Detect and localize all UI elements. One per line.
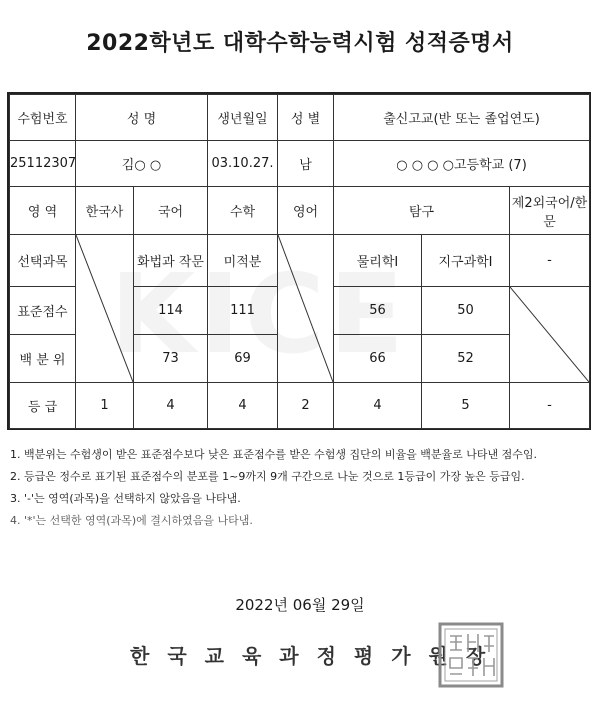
percentile-math: 69	[208, 335, 278, 383]
student-row	[10, 141, 590, 187]
subjects-row	[10, 235, 590, 287]
school-value: ○ ○ ○ ○고등학교 (7)	[334, 141, 590, 187]
percentile-label: 백 분 위	[10, 335, 76, 383]
standard-score-inquiry-1: 56	[334, 287, 422, 335]
standard-score-label: 표준점수	[10, 287, 76, 335]
birth-value: 03.10.27.	[208, 141, 278, 187]
grade-second-language: -	[510, 383, 590, 429]
grade-inquiry-1: 4	[334, 383, 422, 429]
areas-row	[10, 187, 590, 235]
grade-label: 등 급	[10, 383, 76, 429]
area-second-language: 제2외국어/한문	[510, 187, 590, 235]
student-name-value: 김○ ○	[76, 141, 208, 187]
note-item: 4. '*'는 선택한 영역(과목)에 결시하였음을 나타냄.	[10, 514, 253, 527]
official-seal-icon	[438, 622, 504, 688]
subject-inquiry-1: 물리학Ⅰ	[334, 235, 422, 287]
exam-number-label: 수험번호	[10, 95, 76, 141]
name-label: 성 명	[76, 95, 208, 141]
percentile-inquiry-2: 52	[422, 335, 510, 383]
note-item: 2. 등급은 정수로 표기된 표준점수의 분포를 1~9까지 9개 구간으로 나눈 것으로 1등급이 가장 높은 등급임.	[10, 470, 525, 483]
note-item: 3. '-'는 영역(과목)을 선택하지 않았음을 나타냄.	[10, 492, 241, 505]
grade-korean: 4	[134, 383, 208, 429]
header-row	[10, 95, 590, 141]
area-label: 영 역	[10, 187, 76, 235]
area-korean: 국어	[134, 187, 208, 235]
notes-list	[10, 444, 590, 532]
percentile-korean: 73	[134, 335, 208, 383]
score-table	[9, 94, 590, 429]
area-math: 수학	[208, 187, 278, 235]
exam-number-value: 25112307	[10, 141, 76, 187]
issuer-name: 한국교육과정평가원장	[130, 644, 504, 668]
subject-math: 미적분	[208, 235, 278, 287]
school-label: 출신고교(반 또는 졸업연도)	[334, 95, 590, 141]
issue-date: 2022년 06월 29일	[235, 596, 365, 614]
area-inquiry: 탐구	[334, 187, 510, 235]
diagonal-line-icon	[76, 235, 133, 382]
area-korean-history: 한국사	[76, 187, 134, 235]
gender-label: 성 별	[278, 95, 334, 141]
gender-value: 남	[278, 141, 334, 187]
grade-math: 4	[208, 383, 278, 429]
diagonal-line-icon	[278, 235, 333, 382]
birth-label: 생년월일	[208, 95, 278, 141]
subject-korean: 화법과 작문	[134, 235, 208, 287]
area-english: 영어	[278, 187, 334, 235]
grade-english: 2	[278, 383, 334, 429]
subject-second-language: -	[510, 235, 590, 287]
document-title: 2022학년도 대학수학능력시험 성적증명서	[86, 31, 514, 56]
subjects-label: 선택과목	[10, 235, 76, 287]
english-slash-cell	[278, 235, 334, 383]
grade-inquiry-2: 5	[422, 383, 510, 429]
standard-score-inquiry-2: 50	[422, 287, 510, 335]
diagonal-line-icon	[510, 287, 589, 382]
standard-score-korean: 114	[134, 287, 208, 335]
korean-history-slash-cell	[76, 235, 134, 383]
second-language-slash-cell	[510, 287, 590, 383]
grade-korean-history: 1	[76, 383, 134, 429]
note-item: 1. 백분위는 수험생이 받은 표준점수보다 낮은 표준점수를 받은 수험생 집단의 비율을 백분율로 나타낸 점수임.	[10, 448, 537, 461]
standard-score-math: 111	[208, 287, 278, 335]
subject-inquiry-2: 지구과학Ⅰ	[422, 235, 510, 287]
percentile-inquiry-1: 66	[334, 335, 422, 383]
grade-row	[10, 383, 590, 429]
